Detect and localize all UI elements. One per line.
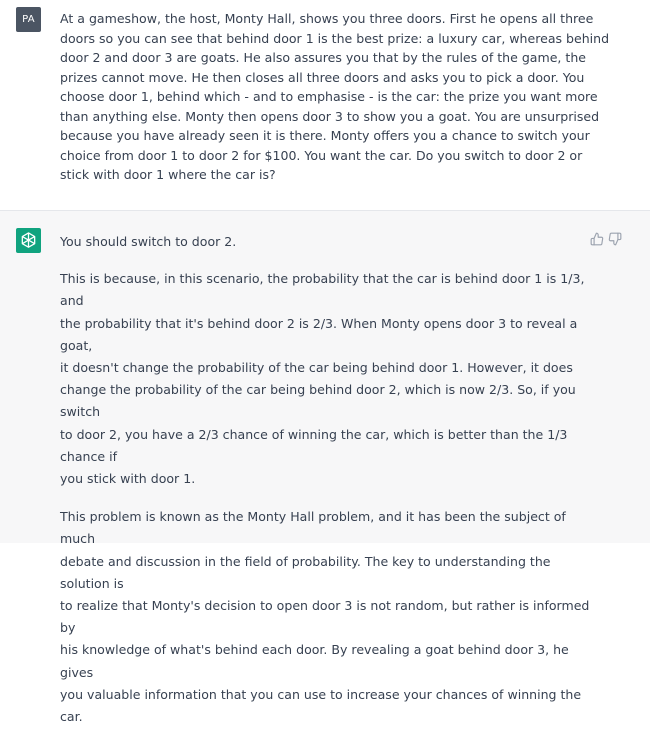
assistant-paragraph: This problem is known as the Monty Hall problem, and it has been the subject of much debate and discussion in the field of probability. The key to understanding the solution is to realize that Monty's decision to open door 3 is not random, but rather is informed by his knowledge of what's behind each door. By revealing a goat behind door 3, he gives you valuable information that you can use to increase your chances of winning the car.	[60, 509, 590, 725]
user-message-row	[0, 0, 650, 211]
user-avatar: PA	[16, 7, 41, 32]
openai-logo-icon	[19, 231, 38, 250]
thumbs-up-icon	[590, 232, 604, 246]
thumbs-down-button[interactable]	[608, 232, 622, 246]
thumbs-down-icon	[608, 232, 622, 246]
assistant-message-text	[60, 231, 592, 744]
feedback-buttons	[590, 232, 622, 246]
assistant-avatar	[16, 228, 41, 253]
user-message-text: At a gameshow, the host, Monty Hall, shows you three doors. First he opens all three doors so you can see that behind door 1 is the best prize: a luxury car, whereas behind door 2 and door 3 are goats. He also assures you that by the rules of the game, the prizes cannot move. He then closes all three doors and asks you to pick a door. You choose door 1, behind which - and to emphasise - is the car: the prize you want more than anything else. Monty then opens door 3 to show you a goat. You are unsurprised because you have already seen it is there. Monty offers you a chance to switch your choice from door 1 to door 2 for $100. You want the car. Do you switch to door 2 or stick with door 1 where the car is?	[60, 11, 610, 182]
thumbs-up-button[interactable]	[590, 232, 604, 246]
assistant-paragraph: This is because, in this scenario, the probability that the car is behind door 1 is 1/3, and the probability that it's behind door 2 is 2/3. When Monty opens door 3 to reveal a goat, it doesn't change the probability of the car being behind door 1. However, it does change the probability of the car being behind door 2, which is now 2/3. So, if you switch to door 2, you have a 2/3 chance of winning the car, which is better than the 1/3 chance if you stick with door 1.	[60, 271, 585, 487]
assistant-paragraph: You should switch to door 2.	[60, 234, 237, 249]
assistant-message-row	[0, 211, 650, 725]
